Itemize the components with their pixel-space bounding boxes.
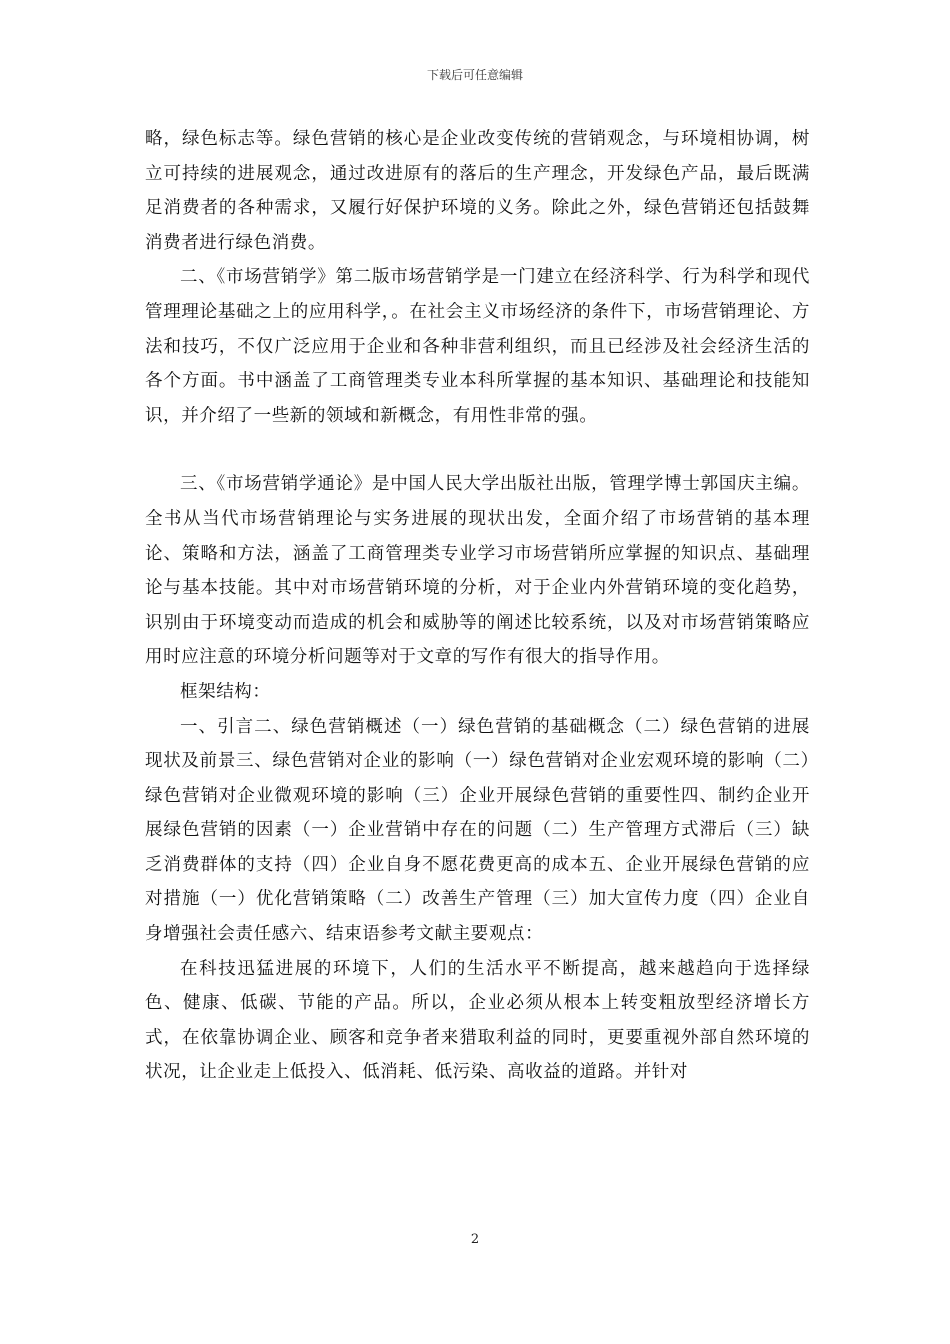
document-body [145, 122, 810, 1090]
paragraph-green-marketing-core: 略，绿色标志等。绿色营销的核心是企业改变传统的营销观念，与环境相协调，树立可持续的进展观念，通过改进原有的落后的生产理念，开发绿色产品，最后既满足消费者的各种需求，又履行好保护环境的义务。除此之外，绿色营销还包括鼓舞消费者进行绿色消费。 [145, 129, 810, 253]
paragraph-marketing-textbook: 二、《市场营销学》第二版市场营销学是一门建立在经济科学、行为科学和现代管理理论基础之上的应用科学，。在社会主义市场经济的条件下，市场营销理论、方法和技巧，不仅广泛应用于企业和各种非营利组织，而且已经涉及社会经济生活的各个方面。书中涵盖了工商管理类专业本科所掌握的基本知识、基础理论和技能知识，并介绍了一些新的领域和新概念，有用性非常的强。 [145, 267, 810, 426]
paragraph-framework-heading: 框架结构： [180, 681, 271, 702]
page-header: 下载后可任意编辑 [426, 68, 523, 82]
paragraph-gap [145, 433, 810, 467]
page-number: 2 [470, 1232, 480, 1247]
paragraph-framework-outline: 一、引言二、绿色营销概述（一）绿色营销的基础概念（二）绿色营销的进展现状及前景三、绿色营销对企业的影响（一）绿色营销对企业宏观环境的影响（二）绿色营销对企业微观环境的影响（三）企业开展绿色营销的重要性四、制约企业开展绿色营销的因素（一）企业营销中存在的问题（二）生产管理方式滞后（三）缺乏消费群体的支持（四）企业自身不愿花费更高的成本五、企业开展绿色营销的应对措施（一）优化营销策略（二）改善生产管理（三）加大宣传力度（四）企业自身增强社会责任感六、结束语参考文献主要观点： [145, 716, 810, 945]
paragraph-marketing-general-theory: 三、《市场营销学通论》是中国人民大学出版社出版，管理学博士郭国庆主编。全书从当代市场营销理论与实务进展的现状出发，全面介绍了市场营销的基本理论、策略和方法，涵盖了工商管理类专业学习市场营销所应掌握的知识点、基础理论与基本技能。其中对市场营销环境的分析，对于企业内外营销环境的变化趋势，识别由于环境变动而造成的机会和威胁等的阐述比较系统，以及对市场营销策略应用时应注意的环境分析问题等对于文章的写作有很大的指导作用。 [145, 474, 810, 668]
paragraph-main-viewpoint: 在科技迅猛进展的环境下，人们的生活水平不断提高，越来越趋向于选择绿色、健康、低碳、节能的产品。所以，企业必须从根本上转变粗放型经济增长方式，在依靠协调企业、顾客和竞争者来猎取利益的同时，更要重视外部自然环境的状况，让企业走上低投入、低消耗、低污染、高收益的道路。并针对 [145, 958, 810, 1083]
